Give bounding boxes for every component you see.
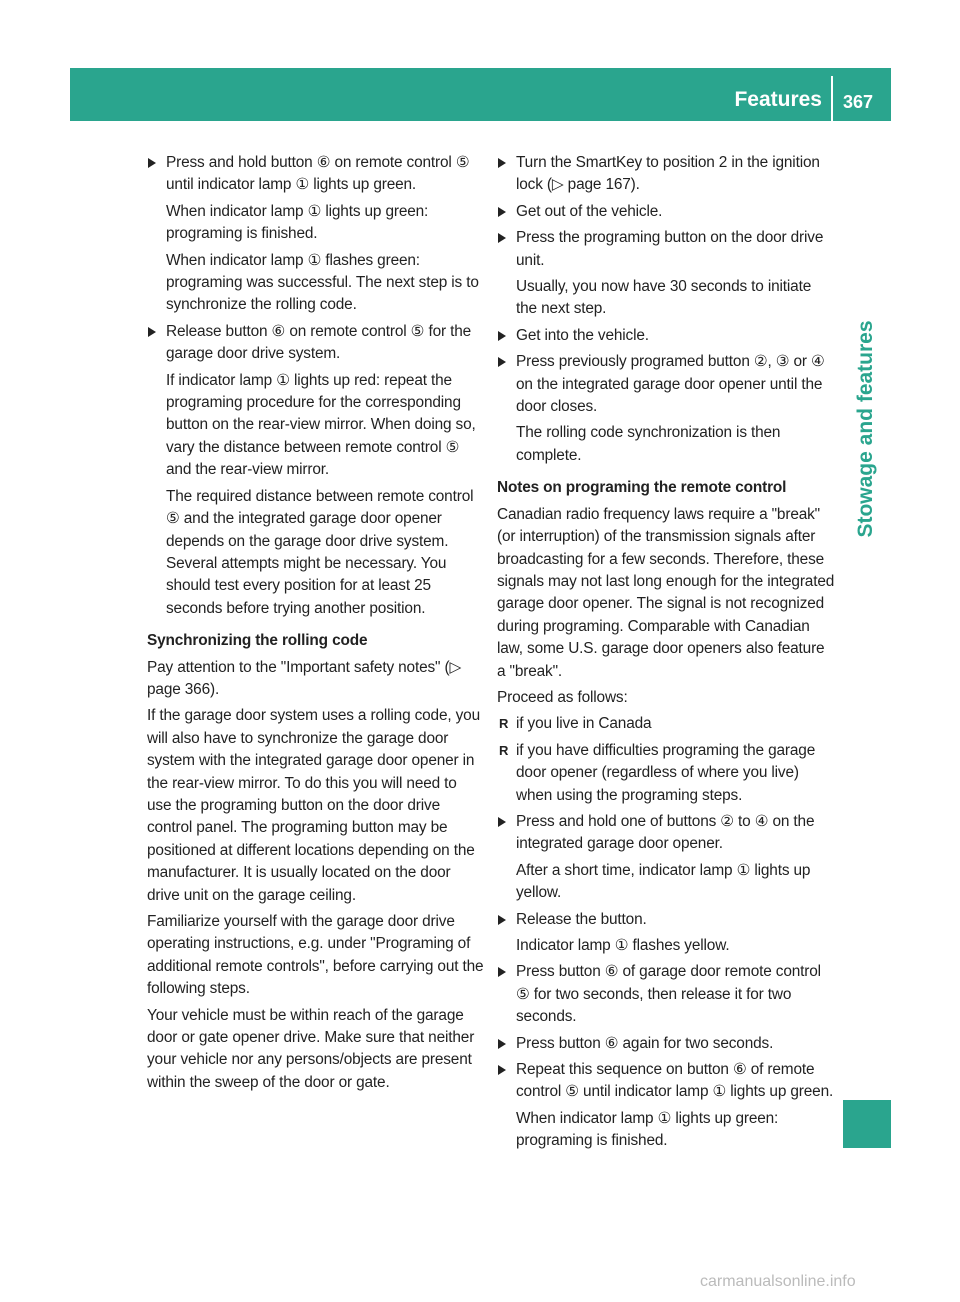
result-text: When indicator lamp ① lights up green: programing is finished. bbox=[166, 202, 429, 243]
result-text: Indicator lamp ① flashes yellow. bbox=[516, 937, 730, 954]
paragraph: Canadian radio frequency laws require a "break" (or interruption) of the transmission signals after broadcasting for a few seconds. Therefore, these signals may not last long enough for the integrated garage door opener. The signal is not recognized during programing. Comparable with Canadian law, some U.S. garage door openers also feature a "break". bbox=[497, 505, 835, 680]
step-item: Press button ⑥ of garage door remote control ⑤ for two seconds, then release it for two seconds. bbox=[497, 961, 835, 1028]
footer-watermark: carmanualsonline.info bbox=[700, 1273, 856, 1290]
step-item: Release the button. bbox=[497, 909, 835, 931]
step-item: Press and hold one of buttons ② to ④ on the integrated garage door opener. bbox=[497, 811, 835, 856]
step-item: Press the programing button on the door drive unit. bbox=[497, 227, 835, 272]
paragraph: Proceed as follows: bbox=[497, 688, 628, 706]
left-column bbox=[147, 152, 485, 1098]
right-column bbox=[497, 152, 835, 1157]
paragraph: Familiarize yourself with the garage door drive operating instructions, e.g. under "Programing of additional remote controls", before carrying out the following steps. bbox=[147, 913, 484, 998]
result-text: If indicator lamp ① lights up red: repeat the programing procedure for the corresponding button on the rear-view mirror. When doing so, vary the distance between remote control ⑤ and the rear-view mirror. bbox=[166, 371, 476, 479]
paragraph: Your vehicle must be within reach of the garage door or gate opener drive. Make sure that neither your vehicle nor any persons/objects are present within the sweep of the door or gate. bbox=[147, 1006, 475, 1091]
result-text: When indicator lamp ① lights up green: programing is finished. bbox=[516, 1109, 779, 1150]
step-item: Get into the vehicle. bbox=[497, 325, 835, 347]
step-item: Get out of the vehicle. bbox=[497, 201, 835, 223]
bullet-item: R if you live in Canada bbox=[497, 713, 835, 735]
step-item: Release button ⑥ on remote control ⑤ for the garage door drive system. bbox=[147, 321, 485, 366]
step-item: Press button ⑥ again for two seconds. bbox=[497, 1033, 835, 1055]
result-text: The rolling code synchronization is then complete. bbox=[516, 424, 781, 464]
section-heading: Synchronizing the rolling code bbox=[147, 632, 368, 650]
result-text: After a short time, indicator lamp ① lights up yellow. bbox=[516, 861, 811, 902]
header-divider bbox=[831, 76, 833, 121]
paragraph: If the garage door system uses a rolling code, you will also have to synchronize the garage door system with the integrated garage door opener in the rear-view mirror. To do this you will need to use the programing button on the door drive control panel. The programing button may be positioned at different locations depending on the manufacturer. It is usually located on the door drive unit on the garage ceiling. bbox=[147, 707, 480, 904]
page-number: 367 bbox=[843, 92, 874, 112]
side-tab-label: Stowage and features bbox=[854, 320, 877, 538]
section-heading: Notes on programing the remote control bbox=[497, 479, 787, 497]
side-tab bbox=[843, 295, 891, 585]
step-item: Press and hold button ⑥ on remote control ⑤ until indicator lamp ① lights up green. bbox=[147, 152, 485, 197]
step-item: Turn the SmartKey to position 2 in the ignition lock (▷ page 167). bbox=[497, 152, 835, 197]
result-text: The required distance between remote control ⑤ and the integrated garage door opener depends on the garage door drive system. Several attempts might be necessary. You should test every position for at least 25 seconds before trying another position. bbox=[166, 487, 474, 617]
paragraph: Pay attention to the "Important safety notes" (▷ page 366). bbox=[147, 658, 462, 698]
result-text: When indicator lamp ① flashes green: programing was successful. The next step is to synchronize the rolling code. bbox=[166, 251, 479, 314]
bullet-item: R if you have difficulties programing the garage door opener (regardless of where you live) when using the programing steps. bbox=[497, 740, 835, 807]
side-square-marker bbox=[843, 1100, 891, 1148]
result-text: Usually, you now have 30 seconds to initiate the next step. bbox=[516, 278, 812, 318]
step-item: Repeat this sequence on button ⑥ of remote control ⑤ until indicator lamp ① lights up green. bbox=[497, 1059, 835, 1104]
section-title: Features bbox=[734, 88, 822, 111]
step-item: Press previously programed button ②, ③ or ④ on the integrated garage door opener until the door closes. bbox=[497, 351, 835, 418]
